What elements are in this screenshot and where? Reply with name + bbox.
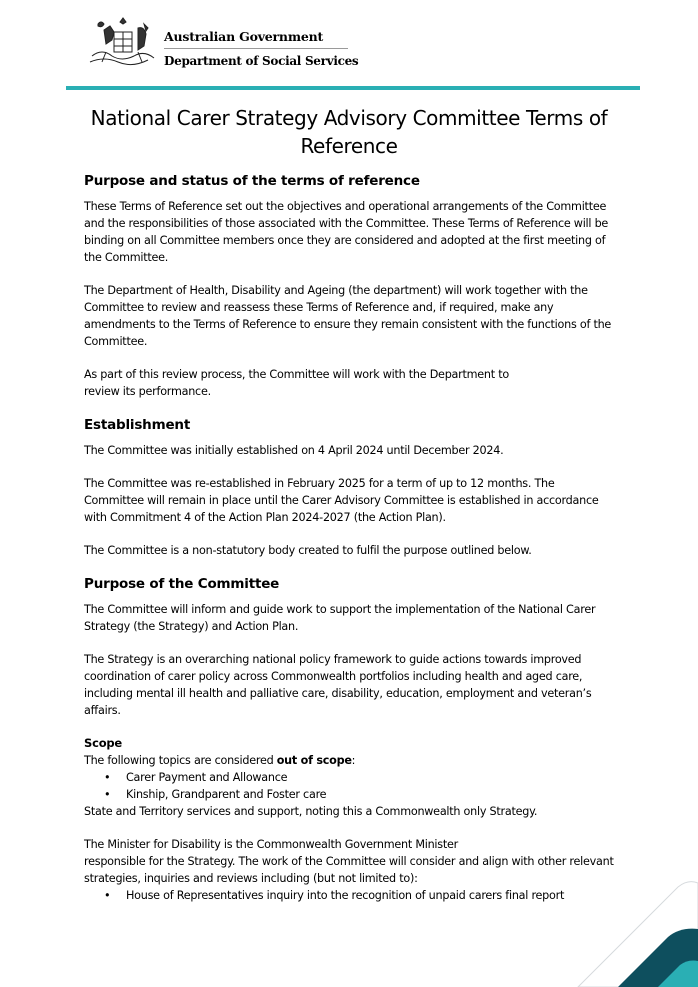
scope-intro <box>84 752 614 769</box>
list-item <box>104 769 614 786</box>
section-heading-establishment: Establishment <box>84 417 191 433</box>
paragraph <box>84 366 614 400</box>
bullet-icon: • <box>104 889 111 902</box>
paragraph <box>84 836 614 887</box>
header-accent-bar <box>66 86 640 90</box>
paragraph-line: The Minister for Disability is the Commonwealth Government Minister <box>84 838 458 851</box>
coat-of-arms-icon <box>84 16 160 70</box>
page-title: National Carer Strategy Advisory Committee Terms of Reference <box>90 106 608 158</box>
scope-intro-text: The following topics are considered <box>84 754 277 767</box>
department-name: Department of Social Services <box>164 54 359 68</box>
page-header <box>84 16 364 72</box>
related-inquiries-list <box>84 887 614 904</box>
paragraph: The Committee was initially established on 4 April 2024 until December 2024. <box>84 444 504 457</box>
paragraph: The Committee is a non-statutory body created to fulfil the purpose outlined below. <box>84 544 532 557</box>
section-heading-purpose-committee: Purpose of the Committee <box>84 576 280 592</box>
paragraph: The Strategy is an overarching national policy framework to guide actions towards improved coordination of carer policy across Commonwealth portfolios including health and aged care, including mental ill health and palliative care, disability, education, employment and veteran’s affairs. <box>84 653 592 717</box>
header-divider <box>164 48 348 49</box>
scope-heading: Scope <box>84 736 123 750</box>
list-item-text: Carer Payment and Allowance <box>126 771 288 784</box>
scope-intro-emphasis: out of scope <box>276 754 352 767</box>
list-item <box>104 786 614 803</box>
paragraph-line: As part of this review process, the Committee will work with the Department to <box>84 368 509 381</box>
scope-intro-colon: : <box>351 754 356 767</box>
list-item-text: House of Representatives inquiry into the recognition of unpaid carers final report <box>126 889 565 902</box>
paragraph: State and Territory services and support, noting this a Commonwealth only Strategy. <box>84 805 538 818</box>
paragraph: These Terms of Reference set out the objectives and operational arrangements of the Committee and the responsibilities of those associated with the Committee. These Terms of Reference will be binding on all Committee members once they are considered and adopted at the first meeting of the Committee. <box>84 200 609 264</box>
paragraph: The Committee was re-established in February 2025 for a term of up to 12 months. The Committee will remain in place until the Carer Advisory Committee is established in accordance with Commitment 4 of the Action Plan 2024-2027 (the Action Plan). <box>84 477 599 524</box>
list-item-text: Kinship, Grandparent and Foster care <box>126 788 327 801</box>
out-of-scope-list <box>84 769 614 803</box>
paragraph-line: review its performance. <box>84 385 211 398</box>
paragraph: The Committee will inform and guide work to support the implementation of the National Carer Strategy (the Strategy) and Action Plan. <box>84 603 596 633</box>
corner-decoration-icon <box>558 877 698 987</box>
list-item <box>104 887 614 904</box>
paragraph-line: responsible for the Strategy. The work of the Committee will consider and align with other relevant strategies, inquiries and reviews including (but not limited to): <box>84 855 614 885</box>
government-name: Australian Government <box>164 29 324 44</box>
paragraph: The Department of Health, Disability and Ageing (the department) will work together with the Committee to review and reassess these Terms of Reference and, if required, make any amendments to the Terms of Reference to ensure they remain consistent with the functions of the Committee. <box>84 284 612 348</box>
bullet-icon: • <box>104 788 111 801</box>
bullet-icon: • <box>104 771 111 784</box>
document-body <box>84 104 614 904</box>
section-heading-purpose-status: Purpose and status of the terms of reference <box>84 173 420 189</box>
